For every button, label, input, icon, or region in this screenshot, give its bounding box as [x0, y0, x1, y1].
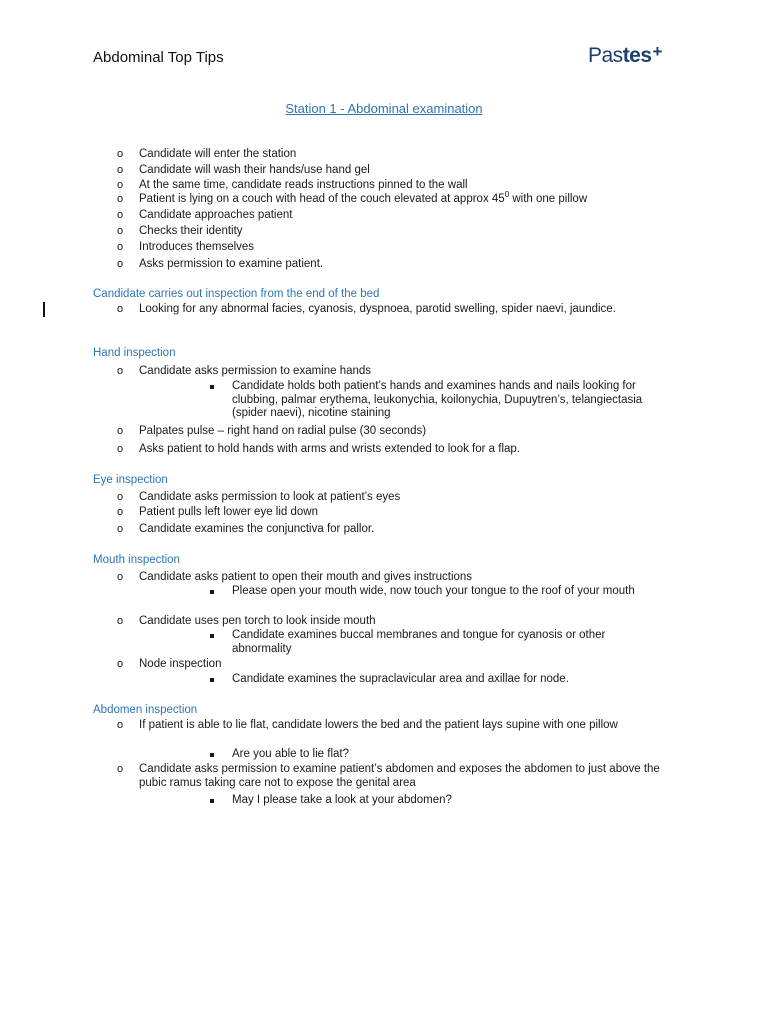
square-bullet-icon [210, 753, 214, 757]
bullet-marker: o [117, 443, 124, 455]
list-item: o Candidate uses pen torch to look inside mouth [117, 615, 376, 627]
list-item: o At the same time, candidate reads instructions pinned to the wall [117, 179, 468, 191]
section-heading-inspection: Candidate carries out inspection from the end of the bed [93, 288, 380, 300]
list-item: o Asks patient to hold hands with arms and wrists extended to look for a flap. [117, 443, 520, 455]
section-heading-eye: Eye inspection [93, 474, 168, 486]
pastest-logo [588, 42, 662, 68]
document-title: Abdominal Top Tips [93, 49, 224, 66]
list-item: o Candidate will wash their hands/use hand gel [117, 164, 370, 176]
bullet-marker: o [117, 258, 124, 270]
square-bullet-icon [210, 799, 214, 803]
bullet-marker: o [117, 241, 124, 253]
list-item: o Candidate will enter the station [117, 148, 297, 160]
list-item: o Candidate approaches patient [117, 209, 293, 221]
logo-text-part2: tes [622, 44, 652, 67]
bullet-marker: o [117, 179, 124, 191]
list-item: o Candidate asks permission to examine patient’s abdomen and exposes the abdomen to just above the pubic ramus taking care not to expose the genital area [117, 763, 660, 789]
sub-list-item: Please open your mouth wide, now touch your tongue to the roof of your mouth [210, 585, 670, 599]
station-heading [0, 101, 768, 116]
bullet-marker: o [117, 763, 124, 775]
square-bullet-icon [210, 385, 214, 389]
square-bullet-icon [210, 678, 214, 682]
section-heading-hand: Hand inspection [93, 347, 176, 359]
square-bullet-icon [210, 634, 214, 638]
bullet-marker: o [117, 193, 124, 205]
list-item: o Asks permission to examine patient. [117, 258, 324, 270]
sub-list-item: Candidate holds both patient’s hands and examines hands and nails looking for clubbing, palmar erythema, leukonychia, koilonychia, Dupuytren’s, telangiectasia (spider naevi), nicotine staining [210, 380, 670, 421]
bullet-marker: o [117, 209, 124, 221]
bullet-marker: o [117, 491, 124, 503]
sub-list-item: Candidate examines buccal membranes and tongue for cyanosis or other abnormality [210, 629, 670, 656]
list-item: o Checks their identity [117, 225, 243, 237]
section-heading-abdomen: Abdomen inspection [93, 704, 198, 716]
list-item: o Patient is lying on a couch with head of the couch elevated at approx $45^0$ with one pillow [117, 190, 588, 205]
bullet-marker: o [117, 225, 124, 237]
station-heading-text: Station 1 - Abdominal examination [285, 101, 483, 116]
square-bullet-icon [210, 590, 214, 594]
list-item: o Candidate asks permission to look at patient’s eyes [117, 491, 401, 503]
sub-list-item: Candidate examines the supraclavicular area and axillae for node. [210, 673, 670, 687]
bullet-marker: o [117, 658, 124, 670]
sub-list-item: May I please take a look at your abdomen? [210, 794, 670, 808]
list-item: o Candidate asks patient to open their mouth and gives instructions [117, 571, 473, 583]
list-item: o Node inspection [117, 658, 222, 670]
list-item: o Looking for any abnormal facies, cyanosis, dyspnoea, parotid swelling, spider naevi, jaundice. [117, 303, 616, 315]
list-item: o Candidate examines the conjunctiva for pallor. [117, 523, 375, 535]
bullet-marker: o [117, 148, 124, 160]
bullet-marker: o [117, 506, 124, 518]
list-item: o Candidate asks permission to examine hands [117, 365, 372, 377]
sub-list-item: Are you able to lie flat? [210, 748, 670, 762]
bullet-marker: o [117, 719, 124, 731]
logo-plus: + [652, 42, 662, 61]
list-item: o Palpates pulse – right hand on radial pulse (30 seconds) [117, 425, 427, 437]
bullet-marker: o [117, 615, 124, 627]
bullet-marker: o [117, 523, 124, 535]
logo-text-part1: Pas [588, 44, 623, 67]
section-heading-mouth: Mouth inspection [93, 554, 180, 566]
list-item: o Introduces themselves [117, 241, 255, 253]
bullet-marker: o [117, 571, 124, 583]
list-item: o Patient pulls left lower eye lid down [117, 506, 318, 518]
list-item: o If patient is able to lie flat, candidate lowers the bed and the patient lays supine with one pillow [117, 719, 618, 731]
text-cursor [43, 302, 45, 317]
bullet-marker: o [117, 303, 124, 315]
bullet-marker: o [117, 425, 124, 437]
bullet-marker: o [117, 365, 124, 377]
bullet-marker: o [117, 164, 124, 176]
